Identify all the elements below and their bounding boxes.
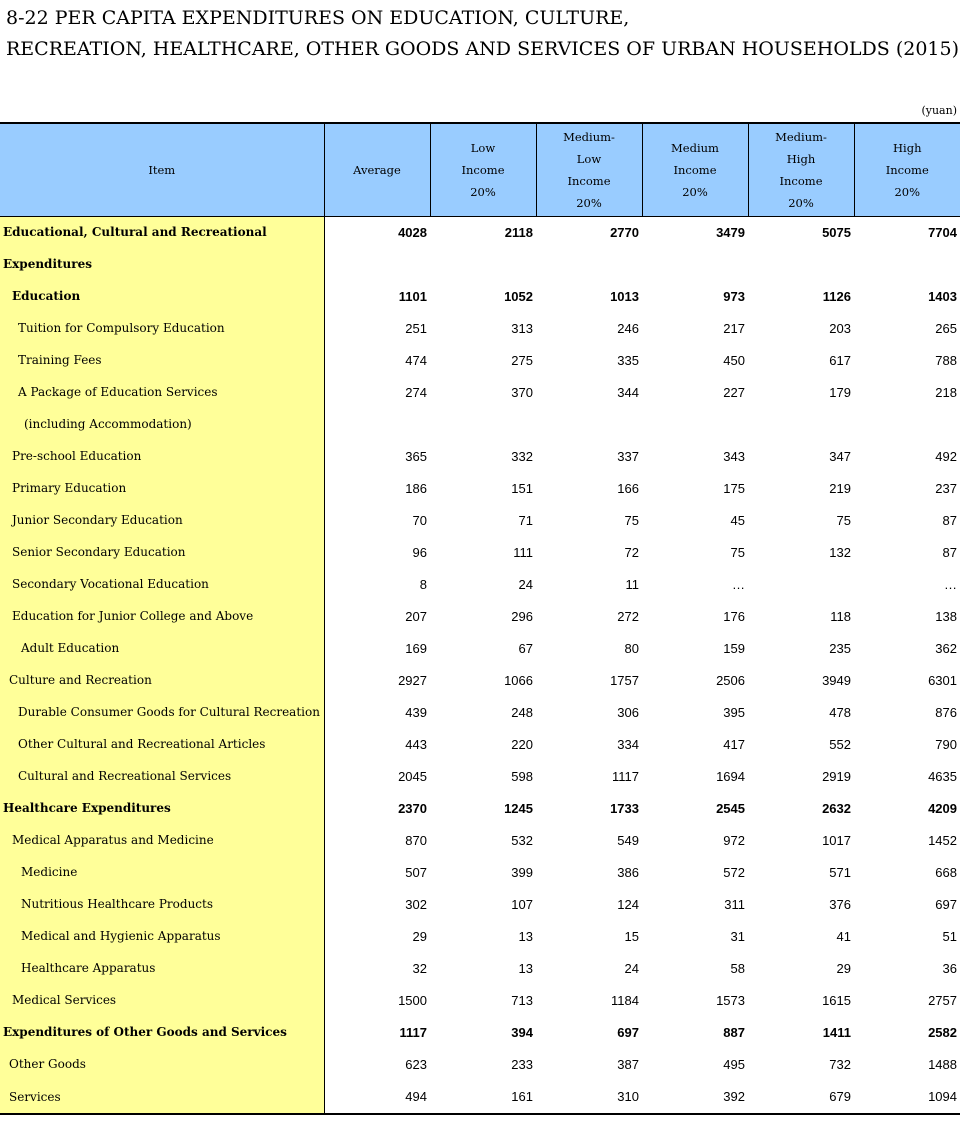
cell-value: 72 <box>624 544 639 560</box>
cell-value: 15 <box>624 928 639 944</box>
cell-value: 11 <box>625 576 639 592</box>
cell-value: 2045 <box>398 768 427 784</box>
cell-value: 1615 <box>822 992 851 1008</box>
cell-value: 311 <box>724 896 745 912</box>
table-row <box>0 856 960 888</box>
row-label: Expenditures <box>0 248 324 280</box>
row-label: Other Cultural and Recreational Articles <box>0 728 324 760</box>
cell-value: 246 <box>617 320 639 336</box>
header-line: Income <box>673 162 717 177</box>
cell-value: 474 <box>405 352 427 368</box>
table-row <box>0 792 960 824</box>
cell-value: 713 <box>511 992 533 1008</box>
cell-value: 679 <box>748 1080 854 1114</box>
cell-value: 343 <box>723 448 745 464</box>
cell-value: 1411 <box>822 1024 851 1040</box>
table-row <box>0 312 960 344</box>
cell-value: 392 <box>642 1080 748 1114</box>
cell-value: 365 <box>405 448 427 464</box>
cell-value: 32 <box>412 960 427 976</box>
cell-value: 186 <box>405 480 427 496</box>
cell-value: 75 <box>624 512 639 528</box>
cell-value: 138 <box>935 608 957 624</box>
cell-value: … <box>732 576 745 592</box>
unit-label: (yuan) <box>921 104 957 117</box>
cell-value: 394 <box>511 1024 533 1040</box>
cell-value: 3949 <box>822 672 851 688</box>
cell-value: 443 <box>405 736 427 752</box>
cell-value <box>536 408 642 440</box>
cell-value <box>430 248 536 280</box>
cell-value: 107 <box>511 896 533 912</box>
cell-value: 237 <box>935 480 957 496</box>
expenditure-table <box>0 122 960 1115</box>
cell-value: 552 <box>829 736 851 752</box>
cell-value: 492 <box>935 448 957 464</box>
cell-value: 617 <box>829 352 851 368</box>
table-row <box>0 344 960 376</box>
cell-value: 1017 <box>822 832 851 848</box>
cell-value: 71 <box>518 512 533 528</box>
row-label: Education for Junior College and Above <box>0 600 324 632</box>
header-line: Income <box>779 173 823 188</box>
cell-value: 41 <box>836 928 851 944</box>
cell-value: 347 <box>829 448 851 464</box>
cell-value: 1117 <box>399 1024 427 1040</box>
row-label: Tuition for Compulsory Education <box>0 312 324 344</box>
cell-value: 2919 <box>822 768 851 784</box>
cell-value <box>748 568 854 600</box>
cell-value: 1184 <box>611 992 639 1008</box>
cell-value: 29 <box>836 960 851 976</box>
row-label: Secondary Vocational Education <box>0 568 324 600</box>
cell-value: 1013 <box>610 288 639 304</box>
table-row <box>0 536 960 568</box>
cell-value: 1733 <box>610 800 639 816</box>
cell-value: 334 <box>617 736 639 752</box>
table-row <box>0 504 960 536</box>
cell-value: 1101 <box>398 288 427 304</box>
row-label: Training Fees <box>0 344 324 376</box>
cell-value: 1694 <box>716 768 745 784</box>
cell-value: 4028 <box>398 224 427 240</box>
cell-value: 6301 <box>928 672 957 688</box>
table-row <box>0 952 960 984</box>
cell-value: 2118 <box>504 224 533 240</box>
cell-value: 507 <box>405 864 427 880</box>
cell-value: 151 <box>511 480 533 496</box>
cell-value: 4635 <box>928 768 957 784</box>
cell-value: 1126 <box>822 288 851 304</box>
cell-value: 7704 <box>928 224 957 240</box>
row-label: Adult Education <box>0 632 324 664</box>
cell-value: 274 <box>405 384 427 400</box>
row-label: Healthcare Apparatus <box>0 952 324 984</box>
header-high-income <box>854 123 960 216</box>
header-medium-income <box>642 123 748 216</box>
cell-value: 31 <box>730 928 745 944</box>
header-line: Income <box>567 173 611 188</box>
cell-value: 296 <box>511 608 533 624</box>
cell-value <box>642 248 748 280</box>
cell-value: 220 <box>511 736 533 752</box>
cell-value: 399 <box>511 864 533 880</box>
cell-value: 1573 <box>716 992 745 1008</box>
header-line: Low <box>576 151 602 166</box>
cell-value: 1452 <box>928 832 957 848</box>
table-row <box>0 216 960 248</box>
cell-value: 13 <box>518 960 533 976</box>
cell-value: 2770 <box>610 224 639 240</box>
table-row <box>0 1080 960 1114</box>
cell-value: 169 <box>405 640 427 656</box>
table-row <box>0 248 960 280</box>
table-row <box>0 696 960 728</box>
row-label: Junior Secondary Education <box>0 504 324 536</box>
table-row <box>0 600 960 632</box>
cell-value: 251 <box>405 320 427 336</box>
table-row <box>0 408 960 440</box>
table-row <box>0 568 960 600</box>
cell-value: 2370 <box>398 800 427 816</box>
cell-value: 67 <box>518 640 533 656</box>
cell-value: 203 <box>829 320 851 336</box>
cell-value: 75 <box>836 512 851 528</box>
cell-value: 161 <box>430 1080 536 1114</box>
row-label: Medicine <box>0 856 324 888</box>
cell-value: 227 <box>723 384 745 400</box>
cell-value: 337 <box>617 448 639 464</box>
cell-value <box>748 408 854 440</box>
table-row <box>0 1016 960 1048</box>
header-item: Item <box>0 123 324 216</box>
cell-value: 51 <box>942 928 957 944</box>
cell-value: 2927 <box>398 672 427 688</box>
cell-value: 532 <box>511 832 533 848</box>
row-label: Educational, Cultural and Recreational <box>0 216 324 248</box>
cell-value: 313 <box>511 320 533 336</box>
header-line: 20% <box>788 195 814 210</box>
header-line: Low <box>470 140 496 155</box>
cell-value <box>324 408 430 440</box>
header-line: 20% <box>894 184 921 199</box>
cell-value: 790 <box>935 736 957 752</box>
cell-value: 306 <box>617 704 639 720</box>
cell-value: 2582 <box>928 1024 957 1040</box>
table-row <box>0 728 960 760</box>
cell-value: 70 <box>412 512 427 528</box>
table-row <box>0 888 960 920</box>
table-row <box>0 920 960 952</box>
cell-value: 58 <box>730 960 745 976</box>
cell-value: 2632 <box>822 800 851 816</box>
header-low-income <box>430 123 536 216</box>
cell-value: 494 <box>324 1080 430 1114</box>
header-line: Medium- <box>563 129 615 144</box>
cell-value: 417 <box>723 736 745 752</box>
row-label: Other Goods <box>0 1048 324 1080</box>
cell-value <box>748 248 854 280</box>
table-body <box>0 216 960 1114</box>
cell-value: 362 <box>935 640 957 656</box>
cell-value: 96 <box>412 544 427 560</box>
cell-value: 973 <box>723 288 745 304</box>
cell-value: 179 <box>829 384 851 400</box>
header-line: Income <box>461 162 505 177</box>
cell-value: 5075 <box>822 224 851 240</box>
cell-value: 111 <box>513 544 533 560</box>
cell-value: 972 <box>723 832 745 848</box>
row-label: Services <box>0 1080 324 1114</box>
cell-value: 1403 <box>928 288 957 304</box>
cell-value: 248 <box>511 704 533 720</box>
row-label: Medical Apparatus and Medicine <box>0 824 324 856</box>
cell-value: 75 <box>730 544 745 560</box>
cell-value <box>430 408 536 440</box>
cell-value: 219 <box>829 480 851 496</box>
table-row <box>0 440 960 472</box>
cell-value: 2757 <box>928 992 957 1008</box>
cell-value <box>642 408 748 440</box>
cell-value: 623 <box>405 1056 427 1072</box>
cell-value: 571 <box>829 864 851 880</box>
cell-value: 118 <box>830 608 851 624</box>
cell-value: 572 <box>723 864 745 880</box>
row-label: Pre-school Education <box>0 440 324 472</box>
cell-value: 668 <box>935 864 957 880</box>
row-label: Cultural and Recreational Services <box>0 760 324 792</box>
cell-value <box>536 248 642 280</box>
header-line: Medium <box>671 140 719 155</box>
cell-value: 80 <box>624 640 639 656</box>
cell-value: 598 <box>511 768 533 784</box>
header-line: 20% <box>470 184 496 199</box>
header-line: Medium- <box>775 129 827 144</box>
cell-value: 1117 <box>612 768 639 784</box>
cell-value: 275 <box>511 352 533 368</box>
cell-value: 1066 <box>504 672 533 688</box>
cell-value: 439 <box>405 704 427 720</box>
cell-value: 272 <box>617 608 639 624</box>
table-row <box>0 984 960 1016</box>
table-row <box>0 376 960 408</box>
row-label: Expenditures of Other Goods and Services <box>0 1016 324 1048</box>
cell-value: 395 <box>723 704 745 720</box>
row-label: A Package of Education Services <box>0 376 324 408</box>
table-row <box>0 472 960 504</box>
cell-value: 1052 <box>504 288 533 304</box>
cell-value: 265 <box>935 320 957 336</box>
cell-value: 344 <box>617 384 639 400</box>
row-label: (including Accommodation) <box>0 408 324 440</box>
cell-value: 332 <box>511 448 533 464</box>
cell-value: 310 <box>536 1080 642 1114</box>
cell-value: 45 <box>730 512 745 528</box>
cell-value: 370 <box>511 384 533 400</box>
header-line: 20% <box>682 184 708 199</box>
row-label: Nutritious Healthcare Products <box>0 888 324 920</box>
table-title-line2: RECREATION, HEALTHCARE, OTHER GOODS AND SERVICES OF URBAN HOUSEHOLDS (2015) <box>6 38 960 60</box>
cell-value: 36 <box>942 960 957 976</box>
cell-value: 4209 <box>928 800 957 816</box>
cell-value <box>324 248 430 280</box>
cell-value: 732 <box>829 1056 851 1072</box>
row-label: Primary Education <box>0 472 324 504</box>
cell-value: 788 <box>935 352 957 368</box>
cell-value: 887 <box>723 1024 745 1040</box>
cell-value: 176 <box>723 608 745 624</box>
cell-value: 478 <box>829 704 851 720</box>
cell-value: 29 <box>412 928 427 944</box>
header-medium-high-income <box>748 123 854 216</box>
cell-value: 207 <box>405 608 427 624</box>
cell-value: 495 <box>723 1056 745 1072</box>
header-line: 20% <box>576 195 602 210</box>
cell-value: 697 <box>617 1024 639 1040</box>
header-line: High <box>786 151 816 166</box>
header-line: Income <box>885 162 929 177</box>
table-title-line1: 8-22 PER CAPITA EXPENDITURES ON EDUCATION, CULTURE, <box>6 7 630 29</box>
cell-value: 302 <box>405 896 427 912</box>
cell-value: 233 <box>511 1056 533 1072</box>
cell-value: 1245 <box>504 800 533 816</box>
table-row <box>0 280 960 312</box>
cell-value: 13 <box>518 928 533 944</box>
row-label: Education <box>0 280 324 312</box>
cell-value: 87 <box>942 512 957 528</box>
cell-value: 387 <box>617 1056 639 1072</box>
cell-value: 132 <box>829 544 851 560</box>
header-average: Average <box>324 123 430 216</box>
table-row <box>0 1048 960 1080</box>
cell-value: 3479 <box>716 224 745 240</box>
cell-value: 2545 <box>716 800 745 816</box>
cell-value: 1500 <box>398 992 427 1008</box>
cell-value: 876 <box>935 704 957 720</box>
row-label: Medical and Hygienic Apparatus <box>0 920 324 952</box>
table-row <box>0 824 960 856</box>
cell-value: 159 <box>723 640 745 656</box>
row-label: Medical Services <box>0 984 324 1016</box>
cell-value: 218 <box>935 384 957 400</box>
header-row <box>0 123 960 216</box>
cell-value: 335 <box>617 352 639 368</box>
cell-value: 697 <box>935 896 957 912</box>
cell-value: 24 <box>624 960 639 976</box>
cell-value: 1757 <box>610 672 639 688</box>
cell-value: 24 <box>518 576 533 592</box>
row-label: Healthcare Expenditures <box>0 792 324 824</box>
cell-value: 870 <box>405 832 427 848</box>
cell-value: 376 <box>829 896 851 912</box>
cell-value: 124 <box>617 896 639 912</box>
header-medium-low-income <box>536 123 642 216</box>
table-row <box>0 632 960 664</box>
table-row <box>0 664 960 696</box>
cell-value: 2506 <box>716 672 745 688</box>
table-row <box>0 760 960 792</box>
cell-value: 1488 <box>928 1056 957 1072</box>
cell-value: 8 <box>419 576 427 592</box>
cell-value: 1094 <box>854 1080 960 1114</box>
cell-value: 549 <box>617 832 639 848</box>
cell-value: 235 <box>829 640 851 656</box>
cell-value <box>854 408 960 440</box>
cell-value: 217 <box>723 320 745 336</box>
cell-value: 386 <box>617 864 639 880</box>
row-label: Senior Secondary Education <box>0 536 324 568</box>
cell-value: 450 <box>723 352 745 368</box>
cell-value: 87 <box>942 544 957 560</box>
row-label: Culture and Recreation <box>0 664 324 696</box>
cell-value <box>854 248 960 280</box>
row-label: Durable Consumer Goods for Cultural Recreation <box>0 696 324 728</box>
cell-value: … <box>944 576 957 592</box>
header-line: High <box>893 140 922 155</box>
cell-value: 166 <box>617 480 639 496</box>
cell-value: 175 <box>723 480 745 496</box>
